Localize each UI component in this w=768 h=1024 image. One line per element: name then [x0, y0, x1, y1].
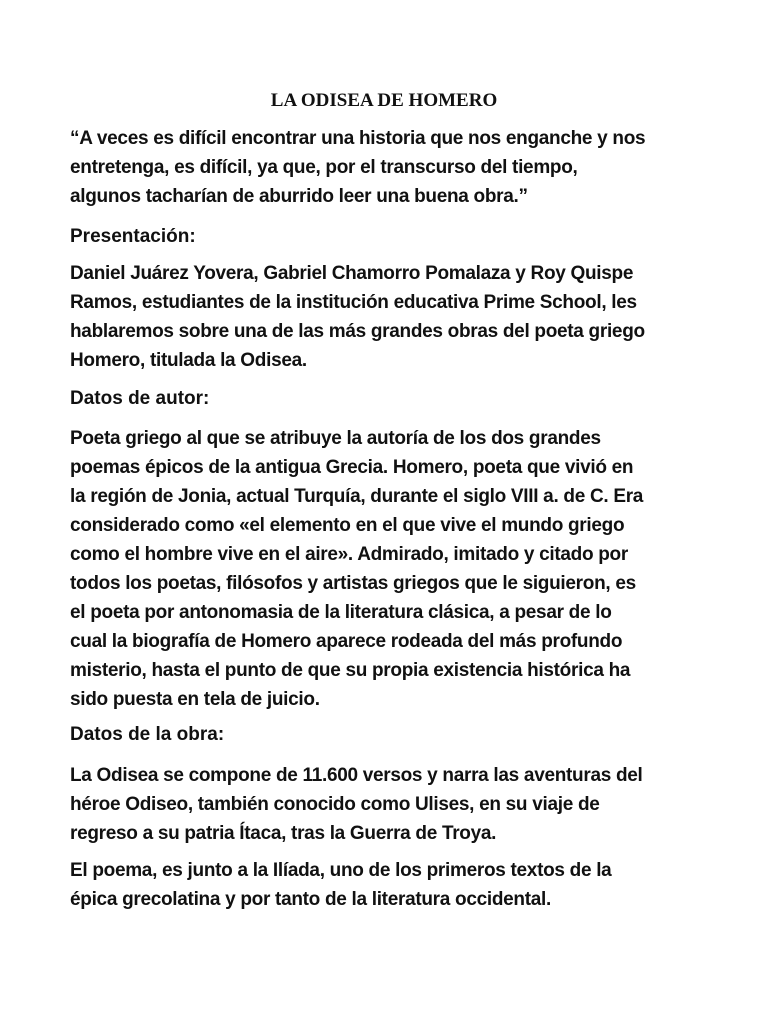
presentation-paragraph: Daniel Juárez Yovera, Gabriel Chamorro Pomalaza y Roy Quispe Ramos, estudiantes de la institución educativa Prime School, les hablaremos sobre una de las más grandes obras del poeta griego Homero, titulada la Odisea.	[70, 263, 645, 371]
author-paragraph: Poeta griego al que se atribuye la autoría de los dos grandes poemas épicos de la antigua Grecia. Homero, poeta que vivió en la región de Jonia, actual Turquía, durante el siglo VIII a. de C. Era considerado como «el elemento en el que vive el mundo griego como el hombre vive en el aire». Admirado, imitado y citado por todos los poetas, filósofos y artistas griegos que le siguieron, es el poeta por antonomasia de la literatura clásica, a pesar de lo cual la biografía de Homero aparece rodeada del más profundo misterio, hasta el punto de que su propia existencia histórica ha sido puesta en tela de juicio.	[70, 428, 644, 710]
presentation-heading: Presentación:	[70, 226, 196, 247]
author-heading: Datos de autor:	[70, 388, 210, 409]
work-heading: Datos de la obra:	[70, 724, 225, 745]
intro-quote: “A veces es difícil encontrar una historia que nos enganche y nos entretenga, es difícil, ya que, por el transcurso del tiempo, algunos tacharían de aburrido leer una buena obra.”	[70, 128, 646, 207]
document-title: LA ODISEA DE HOMERO	[270, 90, 498, 111]
work-paragraph-2: El poema, es junto a la Ilíada, uno de los primeros textos de la épica grecolatina y por tanto de la literatura occidental.	[70, 860, 612, 910]
work-paragraph: La Odisea se compone de 11.600 versos y narra las aventuras del héroe Odiseo, también conocido como Ulises, en su viaje de regreso a su patria Ítaca, tras la Guerra de Troya.	[70, 765, 643, 844]
